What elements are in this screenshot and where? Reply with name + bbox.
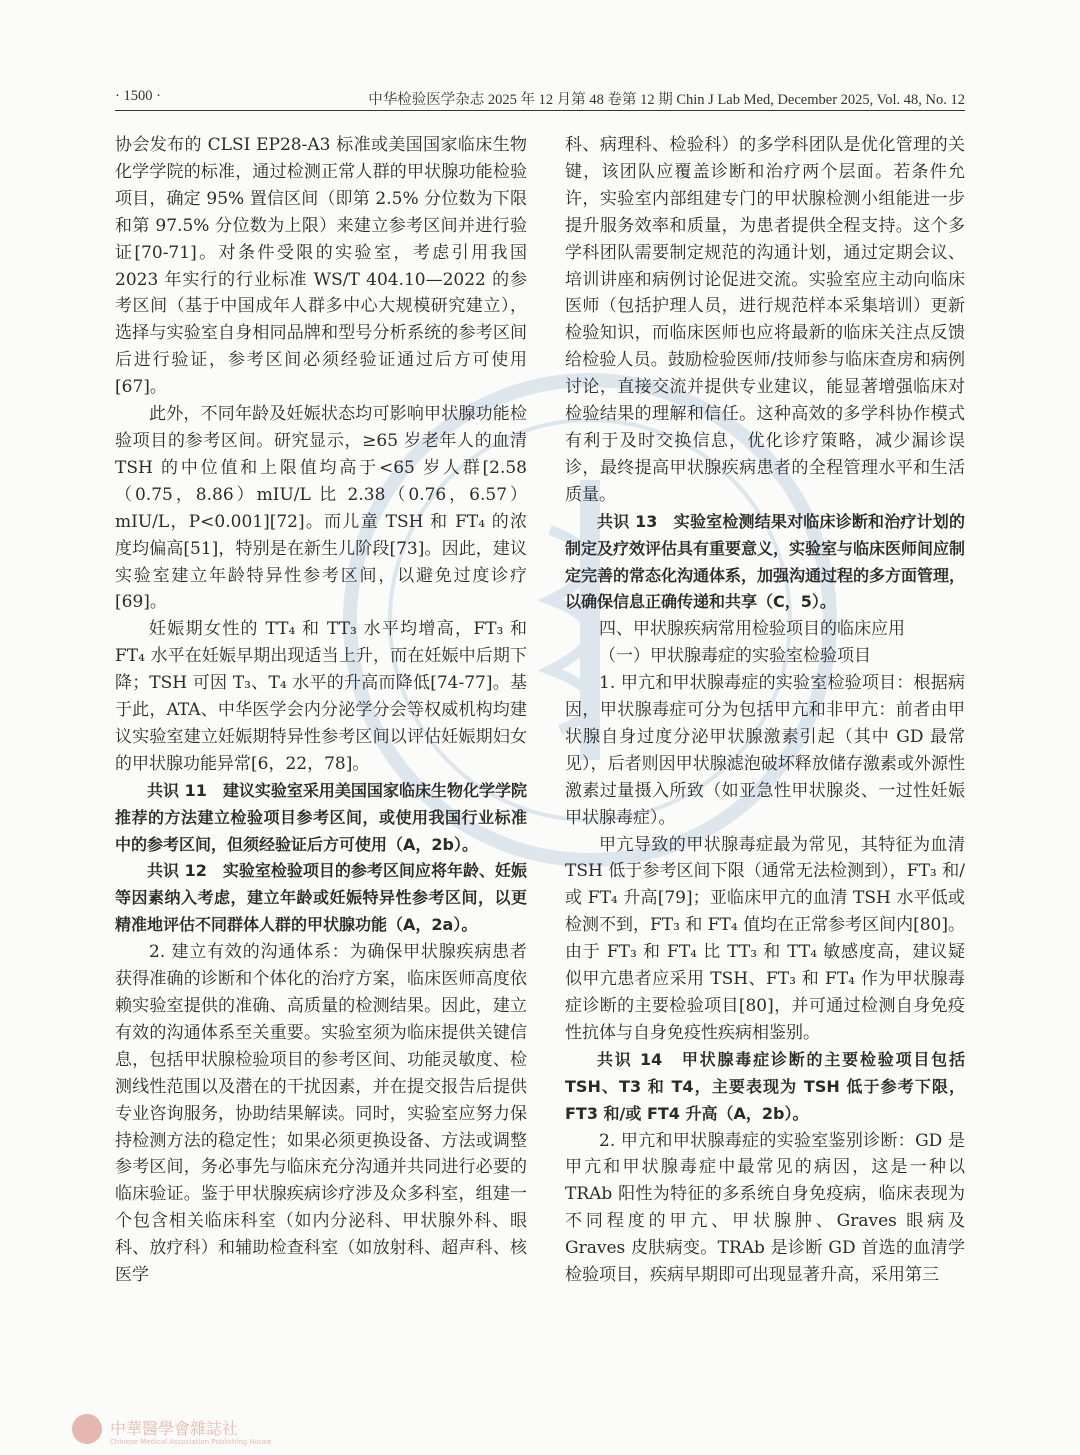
body-paragraph: 2. 建立有效的沟通体系：为确保甲状腺疾病患者获得准确的诊断和个体化的治疗方案，临床医师高度依赖实验室提供的准确、高质量的检测结果。因此，建立有效的沟通体系至关重要。实验室须为临床提供关键信息，包括甲状腺检验项目的参考区间、功能灵敏度、检测线性范围以及潜在的干扰因素，并在提交报告后提供专业咨询服务，协助结果解读。同时，实验室应努力保持检测方法的稳定性；如果必须更换设备、方法或调整参考区间，务必事先与临床充分沟通并共同进行必要的临床验证。鉴于甲状腺疾病诊疗涉及众多科室，组建一个包含相关临床科室（如内分泌科、甲状腺外科、眼科、放疗科）和辅助检查科室（如放射科、超声科、核医学 bbox=[115, 942, 527, 1286]
publisher-logo bbox=[70, 1412, 490, 1446]
body-paragraph: 此外，不同年龄及妊娠状态均可影响甲状腺功能检验项目的参考区间。研究显示，≥65 岁老年人的血清 TSH 的中位值和上限值均高于<65 岁人群[2.58（0.75，8.86）mIU/L 比 2.38（0.76，6.57）mIU/L，P<0.001][72]。而儿童 TSH 和 FT₄ 的浓度均偏高[51]，特别是在新生儿阶段[73]。因此，建议实验室建立年龄特异性参考区间，以避免过度诊疗[69]。 bbox=[115, 404, 527, 613]
left-column bbox=[115, 132, 527, 1289]
page-number: · 1500 · bbox=[115, 88, 161, 104]
consensus-statement: 共识 12 实验室检验项目的参考区间应将年龄、妊娠等因素纳入考虑，建立年龄或妊娠特异性参考区间，以更精准地评估不同群体人群的甲状腺功能（A，2a）。 bbox=[115, 861, 527, 935]
body-paragraph: 妊娠期女性的 TT₄ 和 TT₃ 水平均增高，FT₃ 和 FT₄ 水平在妊娠早期出现适当上升，而在妊娠中后期下降；TSH 可因 T₃、T₄ 水平的升高而降低[74-77]。基于此，ATA、中华医学会内分泌学分会等权威机构均建议实验室建立妊娠期特异性参考区间以评估妊娠期妇女的甲状腺功能异常[6，22，78]。 bbox=[115, 619, 527, 774]
body-paragraph: 2. 甲亢和甲状腺毒症的实验室鉴别诊断：GD 是甲亢和甲状腺毒症中最常见的病因，这是一种以 TRAb 阳性为特征的多系统自身免疫病，临床表现为不同程度的甲亢、甲状腺肿、Graves 眼病及 Graves 皮肤病变。TRAb 是诊断 GD 首选的血清学检验项目，疾病早期即可出现显著升高，采用第三 bbox=[565, 1130, 965, 1286]
body-paragraph: 1. 甲亢和甲状腺毒症的实验室检验项目：根据病因，甲状腺毒症可分为包括甲亢和非甲亢：前者由甲状腺自身过度分泌甲状腺激素引起（其中 GD 最常见），后者则因甲状腺滤泡破坏释放储存激素或外源性激素过量摄入所致（如亚急性甲状腺炎、一过性妊娠甲状腺毒症）。 bbox=[565, 673, 965, 828]
journal-title: 中华检验医学杂志 2025 年 12 月第 48 卷第 12 期 Chin J Lab Med, December 2025, Vol. 48, No. 12 bbox=[368, 92, 965, 108]
publisher-name-en: Chinese Medical Association Publishing House bbox=[110, 1438, 272, 1446]
body-paragraph: 协会发布的 CLSI EP28-A3 标准或美国国家临床生物化学学院的标准，通过检测正常人群的甲状腺功能检验项目，确定 95% 置信区间（即第 2.5% 分位数为下限和第 97.5% 分位数为上限）来建立参考区间并进行验证[70-71]。对条件受限的实验室，考虑引用我国 2023 年实行的行业标准 WS/T 404.10—2022 的参考区间（基于中国成年人群多中心大规模研究建立），选择与实验室自身相同品牌和型号分析系统的参考区间后进行验证，参考区间必须经验证通过后方可使用[67]。 bbox=[115, 135, 527, 398]
body-paragraph: 甲亢导致的甲状腺毒症最为常见，其特征为血清 TSH 低于参考区间下限（通常无法检测到），FT₃ 和/或 FT₄ 升高[79]；亚临床甲亢的血清 TSH 水平低或检测不到，FT₃ 和 FT₄ 值均在正常参考区间内[80]。由于 FT₃ 和 FT₄ 比 TT₃ 和 TT₄ 敏感度高，建议疑似甲亢患者应采用 TSH、FT₃ 和 FT₄ 作为甲状腺毒症诊断的主要检验项目[80]，并可通过检测自身免疫性抗体与自身免疫性疾病相鉴别。 bbox=[565, 834, 966, 1043]
body-paragraph: 科、病理科、检验科）的多学科团队是优化管理的关键，该团队应覆盖诊断和治疗两个层面。若条件允许，实验室内部组建专门的甲状腺检测小组能进一步提升服务效率和质量，为患者提供全程支持。这个多学科团队需要制定规范的沟通计划，通过定期会议、培训讲座和病例讨论促进交流。实验室应主动向临床医师（包括护理人员，进行规范样本采集培训）更新检验知识，而临床医师也应将最新的临床关注点反馈给检验人员。鼓励检验医师/技师参与临床查房和病例讨论，直接交流并提供专业建议，能显著增强临床对检验结果的理解和信任。这种高效的多学科协作模式有利于及时交换信息，优化诊疗策略，减少漏诊误诊，最终提高甲状腺疾病患者的全程管理水平和生活质量。 bbox=[565, 135, 965, 505]
running-header bbox=[115, 86, 965, 111]
consensus-statement: 共识 14 甲状腺毒症诊断的主要检验项目包括 TSH、T3 和 T4，主要表现为 TSH 低于参考下限，FT3 和/或 FT4 升高（A，2b）。 bbox=[565, 1049, 965, 1123]
right-column bbox=[565, 132, 965, 1289]
body-paragraph: 四、甲状腺疾病常用检验项目的临床应用 bbox=[599, 619, 905, 640]
publisher-name: 中華醫學會雜誌社 bbox=[110, 1419, 239, 1438]
consensus-statement: 共识 13 实验室检测结果对临床诊断和治疗计划的制定及疗效评估具有重要意义，实验室与临床医师间应制定完善的常态化沟通体系，加强沟通过程的多方面管理，以确保信息正确传递和共享（C，5）。 bbox=[565, 511, 966, 612]
consensus-statement: 共识 11 建议实验室采用美国国家临床生物化学学院推荐的方法建立检验项目参考区间，或使用我国行业标准中的参考区间，但须经验证后方可使用（A，2b）。 bbox=[115, 780, 527, 854]
body-paragraph: （一）甲状腺毒症的实验室检验项目 bbox=[599, 646, 871, 667]
